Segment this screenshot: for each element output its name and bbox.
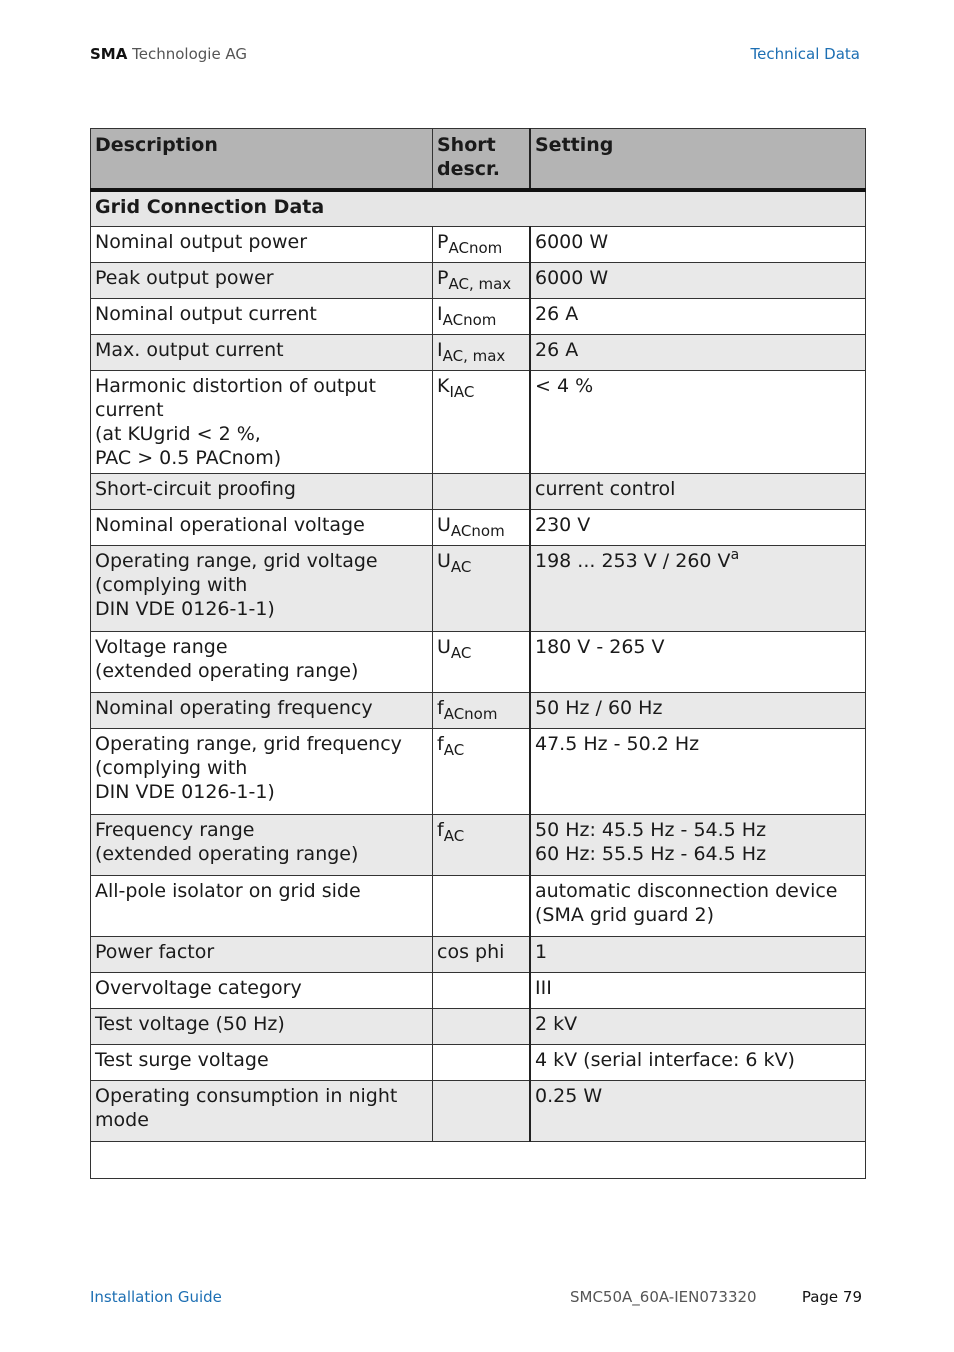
description-line: Nominal operating frequency — [95, 697, 373, 719]
symbol: I — [437, 303, 443, 325]
description-line: (at KUgrid < 2 %, — [95, 423, 261, 445]
description-line: Overvoltage category — [95, 977, 302, 999]
setting-line: (SMA grid guard 2) — [535, 904, 714, 926]
setting-line: 0.25 W — [535, 1085, 603, 1107]
footer-doc-id: SMC50A_60A-IEN073320 — [570, 1288, 757, 1306]
cell-setting — [530, 510, 866, 546]
table-row — [91, 1009, 866, 1045]
setting-line: 47.5 Hz - 50.2 Hz — [535, 733, 700, 755]
cell-setting — [530, 632, 866, 693]
description-line: Max. output current — [95, 339, 284, 361]
cell-short-descr — [433, 1045, 531, 1081]
setting-line: < 4 % — [535, 375, 594, 397]
description-line: PAC > 0.5 PACnom) — [95, 447, 282, 469]
cell-description — [91, 632, 433, 693]
cell-short-descr — [433, 510, 531, 546]
table-row — [91, 973, 866, 1009]
page-header-section: Technical Data — [750, 45, 860, 63]
section-row — [91, 190, 866, 227]
table-row — [91, 632, 866, 693]
cell-description — [91, 335, 433, 371]
description-line: Frequency range — [95, 819, 255, 841]
cell-setting — [530, 227, 866, 263]
description-line: Operating range, grid voltage — [95, 550, 378, 572]
cell-setting — [530, 937, 866, 973]
cell-description — [91, 263, 433, 299]
cell-setting — [530, 693, 866, 729]
cell-short-descr — [433, 876, 531, 937]
symbol-subscript: ACnom — [442, 311, 497, 329]
section-title: Grid Connection Data — [91, 190, 866, 227]
cell-description — [91, 876, 433, 937]
cell-description — [91, 729, 433, 815]
symbol-subscript: AC — [450, 644, 472, 662]
symbol: U — [437, 636, 451, 658]
setting-line: automatic disconnection device — [535, 880, 838, 902]
symbol: f — [437, 733, 444, 755]
setting-line: 1 — [535, 941, 548, 963]
cell-description — [91, 1081, 433, 1142]
description-line: (complying with — [95, 757, 248, 779]
cell-setting — [530, 815, 866, 876]
description-line: Power factor — [95, 941, 215, 963]
description-line: Operating consumption in night mode — [95, 1085, 398, 1131]
symbol: P — [437, 267, 449, 289]
table-row — [91, 371, 866, 474]
setting-line: 50 Hz / 60 Hz — [535, 697, 663, 719]
cell-short-descr — [433, 1081, 531, 1142]
table-row — [91, 510, 866, 546]
symbol-subscript: AC — [443, 827, 465, 845]
footer-guide: Installation Guide — [90, 1288, 222, 1306]
company-name: Technologie AG — [132, 45, 248, 63]
table-row — [91, 693, 866, 729]
symbol: U — [437, 514, 451, 536]
cell-short-descr — [433, 973, 531, 1009]
description-line: Peak output power — [95, 267, 274, 289]
description-line: Test surge voltage — [95, 1049, 269, 1071]
table-row — [91, 299, 866, 335]
setting-line: 4 kV (serial interface: 6 kV) — [535, 1049, 795, 1071]
cell-description — [91, 510, 433, 546]
brand-name: SMA — [90, 45, 128, 63]
cell-short-descr — [433, 729, 531, 815]
symbol: cos phi — [437, 941, 505, 963]
cell-short-descr — [433, 937, 531, 973]
col-header-setting: Setting — [530, 129, 866, 191]
cell-short-descr — [433, 474, 531, 510]
cell-setting — [530, 474, 866, 510]
description-line: Nominal output power — [95, 231, 308, 253]
cell-description — [91, 227, 433, 263]
footnote-marker: a — [730, 547, 740, 563]
footer-page-number: Page 79 — [801, 1288, 862, 1306]
symbol: U — [437, 550, 451, 572]
cell-description — [91, 815, 433, 876]
symbol: f — [437, 819, 444, 841]
symbol-subscript: AC — [450, 558, 472, 576]
table-row — [91, 335, 866, 371]
description-line: All-pole isolator on grid side — [95, 880, 361, 902]
table-row — [91, 227, 866, 263]
cell-short-descr — [433, 815, 531, 876]
cell-description — [91, 371, 433, 474]
setting-line: 26 A — [535, 339, 579, 361]
cell-setting — [530, 546, 866, 632]
setting-line: 2 kV — [535, 1013, 578, 1035]
cell-setting — [530, 335, 866, 371]
symbol: I — [437, 339, 443, 361]
cell-setting — [530, 876, 866, 937]
setting-line: current control — [535, 478, 676, 500]
cell-description — [91, 546, 433, 632]
col-header-short-line2: descr. — [437, 158, 500, 180]
cell-setting — [530, 371, 866, 474]
cell-short-descr — [433, 335, 531, 371]
description-line: Test voltage (50 Hz) — [95, 1013, 285, 1035]
setting-line: 198 ... 253 V / 260 V — [535, 550, 731, 572]
description-line: (extended operating range) — [95, 660, 359, 682]
setting-line: 230 V — [535, 514, 591, 536]
description-line: Nominal output current — [95, 303, 317, 325]
symbol-subscript: IAC — [449, 383, 475, 401]
cell-short-descr — [433, 693, 531, 729]
cell-description — [91, 1045, 433, 1081]
description-line: (extended operating range) — [95, 843, 359, 865]
symbol-subscript: AC, max — [442, 347, 506, 365]
cell-setting — [530, 299, 866, 335]
table-header-row — [91, 129, 866, 191]
description-line: Short-circuit proofing — [95, 478, 296, 500]
description-line: Operating range, grid frequency — [95, 733, 402, 755]
setting-line: 180 V - 265 V — [535, 636, 665, 658]
symbol: P — [437, 231, 449, 253]
symbol-subscript: AC — [443, 741, 465, 759]
table-row — [91, 1045, 866, 1081]
table-row — [91, 937, 866, 973]
cell-short-descr — [433, 227, 531, 263]
cell-setting — [530, 1009, 866, 1045]
symbol: f — [437, 697, 444, 719]
description-line: DIN VDE 0126-1-1) — [95, 598, 275, 620]
description-line: (complying with — [95, 574, 248, 596]
cell-description — [91, 1009, 433, 1045]
setting-line: 60 Hz: 55.5 Hz - 64.5 Hz — [535, 843, 767, 865]
cell-short-descr — [433, 263, 531, 299]
cell-setting — [530, 1081, 866, 1142]
cell-short-descr — [433, 1009, 531, 1045]
technical-data-table — [90, 128, 866, 1179]
cell-setting — [530, 729, 866, 815]
cell-setting — [530, 973, 866, 1009]
setting-line: 26 A — [535, 303, 579, 325]
symbol-subscript: ACnom — [448, 239, 503, 257]
cell-description — [91, 474, 433, 510]
symbol: K — [437, 375, 450, 397]
table-row — [91, 876, 866, 937]
setting-line: 6000 W — [535, 231, 609, 253]
setting-line: 6000 W — [535, 267, 609, 289]
table-row — [91, 263, 866, 299]
description-line: Nominal operational voltage — [95, 514, 365, 536]
description-line: Voltage range — [95, 636, 228, 658]
cell-description — [91, 299, 433, 335]
col-header-short-line1: Short — [437, 134, 496, 156]
cell-short-descr — [433, 632, 531, 693]
col-header-short-descr — [433, 129, 531, 191]
description-line: Harmonic distortion of output current — [95, 375, 376, 421]
page-header-company — [90, 45, 247, 63]
cell-description — [91, 693, 433, 729]
cell-short-descr — [433, 546, 531, 632]
table-row — [91, 546, 866, 632]
cell-description — [91, 973, 433, 1009]
cell-short-descr — [433, 299, 531, 335]
setting-line: III — [535, 977, 552, 999]
cell-setting — [530, 263, 866, 299]
setting-line: 50 Hz: 45.5 Hz - 54.5 Hz — [535, 819, 767, 841]
symbol-subscript: AC, max — [448, 275, 512, 293]
table-row — [91, 729, 866, 815]
table-row — [91, 1081, 866, 1142]
empty-row — [91, 1142, 866, 1179]
empty-cell — [91, 1142, 866, 1179]
cell-short-descr — [433, 371, 531, 474]
description-line: DIN VDE 0126-1-1) — [95, 781, 275, 803]
symbol-subscript: ACnom — [450, 522, 505, 540]
cell-description — [91, 937, 433, 973]
table-row — [91, 815, 866, 876]
table-row — [91, 474, 866, 510]
cell-setting — [530, 1045, 866, 1081]
symbol-subscript: ACnom — [443, 705, 498, 723]
col-header-description: Description — [91, 129, 433, 191]
